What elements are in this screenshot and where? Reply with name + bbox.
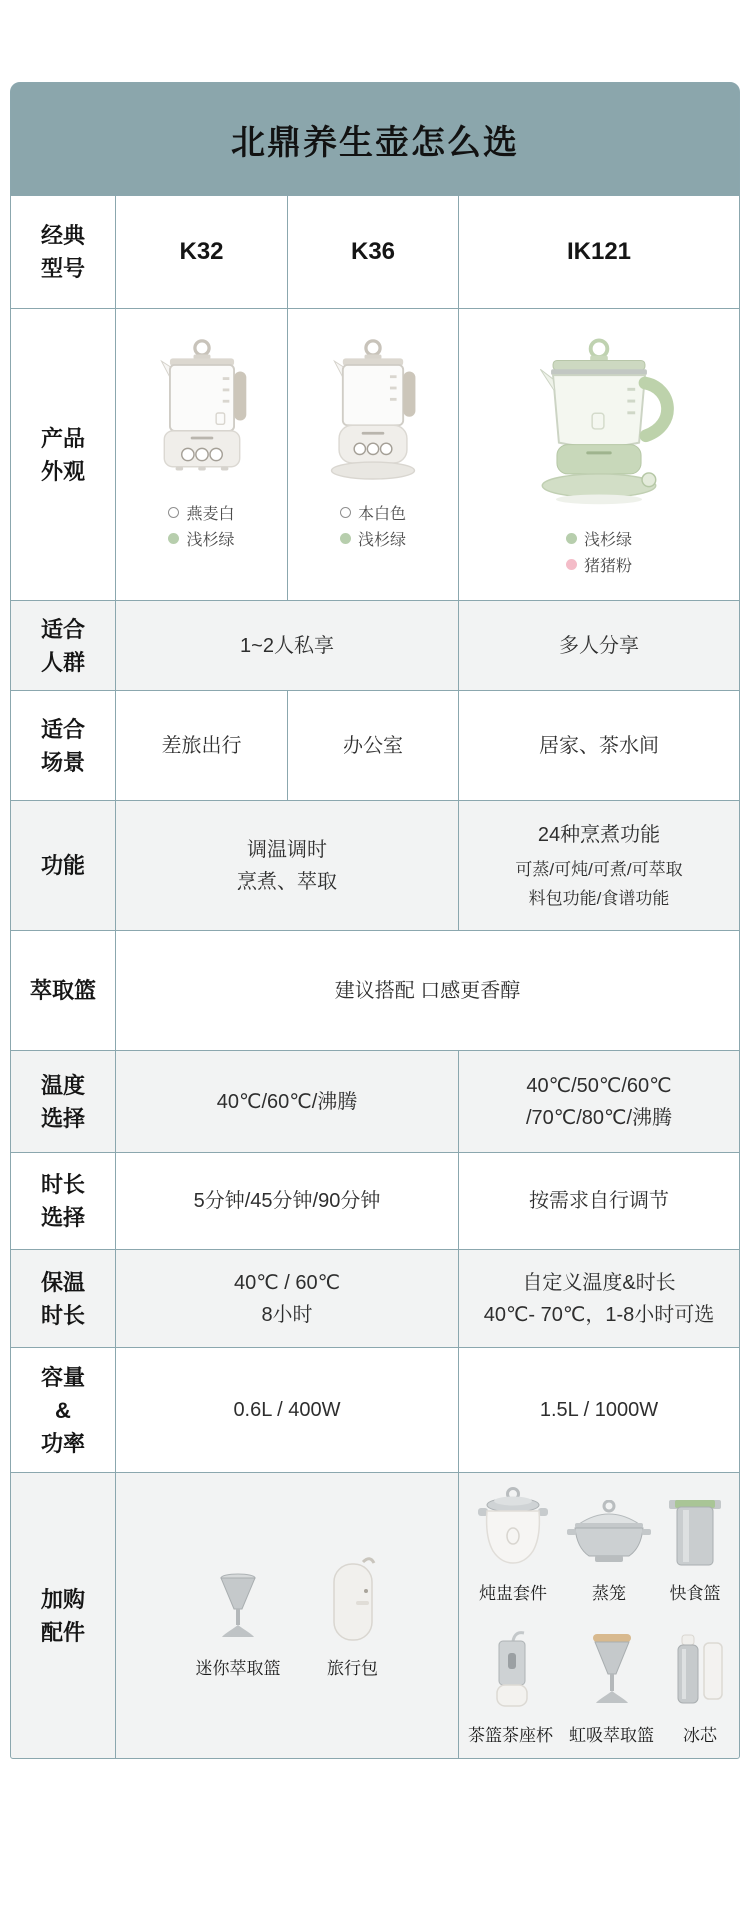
color-name: 猪猪粉 bbox=[583, 558, 632, 575]
appearance-k32 bbox=[116, 309, 287, 600]
stew-pot-set-image bbox=[475, 1486, 551, 1570]
row-label-temperature: 温度 选择 bbox=[11, 1051, 115, 1152]
audience-k32-k36: 1~2人私享 bbox=[116, 601, 458, 690]
accessory-caption: 快食篮 bbox=[669, 1583, 721, 1603]
keep-warm-ik121: 自定义温度&时长 40℃- 70℃，1-8小时可选 bbox=[459, 1250, 739, 1347]
features-k32-k36: 调温调时 烹煮、萃取 bbox=[116, 801, 458, 930]
accessory-item bbox=[196, 1569, 281, 1679]
accessory-item bbox=[670, 1632, 730, 1746]
accessory-caption: 冰芯 bbox=[683, 1725, 717, 1745]
keep-warm-k32-k36: 40℃ / 60℃ 8小时 bbox=[116, 1250, 458, 1347]
row-label-capacity: 容量 & 功率 bbox=[11, 1348, 115, 1472]
accessory-caption: 炖盅套件 bbox=[479, 1583, 547, 1603]
row-label-scene: 适合 场景 bbox=[11, 691, 115, 800]
basket-all-models: 建议搭配 口感更香醇 bbox=[116, 931, 739, 1050]
kettle-ik121-image bbox=[496, 337, 702, 515]
accessory-item bbox=[569, 1632, 654, 1746]
color-option bbox=[566, 553, 632, 576]
row-label-basket: 萃取篮 bbox=[11, 931, 115, 1050]
color-swatch bbox=[340, 533, 351, 544]
color-options-k36 bbox=[340, 501, 406, 550]
accessory-item bbox=[667, 1494, 723, 1604]
row-label-features: 功能 bbox=[11, 801, 115, 930]
appearance-k36 bbox=[288, 309, 458, 600]
color-name: 浅杉绿 bbox=[583, 532, 632, 549]
accessory-caption: 茶篮茶座杯 bbox=[468, 1725, 553, 1745]
accessory-caption: 蒸笼 bbox=[592, 1583, 626, 1603]
accessory-caption: 迷你萃取篮 bbox=[195, 1658, 281, 1678]
temperature-k32-k36: 40℃/60℃/沸腾 bbox=[116, 1051, 458, 1152]
mini-extraction-basket-image bbox=[211, 1569, 265, 1645]
tea-basket-cup-image bbox=[487, 1628, 535, 1712]
color-swatch bbox=[566, 559, 577, 570]
accessories-k32-k36 bbox=[116, 1473, 458, 1758]
travel-bag-image bbox=[327, 1553, 379, 1645]
scene-ik121: 居家、茶水间 bbox=[459, 691, 739, 800]
features-ik121: 24种烹煮功能 可蒸/可炖/可煮/可萃取 料包功能/食谱功能 bbox=[459, 801, 739, 930]
page-title: 北鼎养生壶怎么选 bbox=[11, 83, 739, 195]
color-name: 浅杉绿 bbox=[357, 532, 406, 549]
color-option bbox=[566, 527, 632, 550]
model-name-ik121: IK121 bbox=[459, 196, 739, 308]
row-label-duration: 时长 选择 bbox=[11, 1153, 115, 1249]
comparison-table bbox=[10, 82, 740, 1759]
row-label-model: 经典 型号 bbox=[11, 196, 115, 308]
row-label-accessories: 加购 配件 bbox=[11, 1473, 115, 1758]
quick-food-basket-image bbox=[667, 1494, 723, 1570]
siphon-extraction-basket-image bbox=[584, 1632, 640, 1712]
accessory-item bbox=[327, 1553, 379, 1679]
scene-k32: 差旅出行 bbox=[116, 691, 287, 800]
color-name: 浅杉绿 bbox=[186, 532, 235, 549]
accessory-item bbox=[468, 1628, 553, 1746]
accessory-item bbox=[567, 1500, 651, 1604]
color-option bbox=[340, 501, 406, 524]
row-label-appearance: 产品 外观 bbox=[11, 309, 115, 600]
kettle-k36-image bbox=[307, 337, 439, 489]
capacity-ik121: 1.5L / 1000W bbox=[459, 1348, 739, 1472]
color-option bbox=[168, 501, 234, 524]
row-label-audience: 适合 人群 bbox=[11, 601, 115, 690]
appearance-ik121 bbox=[459, 309, 739, 600]
row-label-keep-warm: 保温 时长 bbox=[11, 1250, 115, 1347]
color-name: 本白色 bbox=[357, 506, 406, 523]
color-swatch bbox=[566, 533, 577, 544]
color-name: 燕麦白 bbox=[186, 506, 235, 523]
accessory-item bbox=[475, 1486, 551, 1604]
accessory-caption: 虹吸萃取篮 bbox=[569, 1725, 654, 1745]
color-option bbox=[340, 527, 406, 550]
color-swatch bbox=[340, 507, 351, 518]
model-name-k36: K36 bbox=[288, 196, 458, 308]
duration-k32-k36: 5分钟/45分钟/90分钟 bbox=[116, 1153, 458, 1249]
color-swatch bbox=[168, 507, 179, 518]
model-name-k32: K32 bbox=[116, 196, 287, 308]
color-swatch bbox=[168, 533, 179, 544]
accessory-caption: 旅行包 bbox=[327, 1658, 378, 1678]
color-option bbox=[168, 527, 234, 550]
duration-ik121: 按需求自行调节 bbox=[459, 1153, 739, 1249]
color-options-k32 bbox=[168, 501, 234, 550]
temperature-ik121: 40℃/50℃/60℃ /70℃/80℃/沸腾 bbox=[459, 1051, 739, 1152]
color-options-ik121 bbox=[566, 527, 632, 576]
scene-k36: 办公室 bbox=[288, 691, 458, 800]
steamer-image bbox=[567, 1500, 651, 1570]
ice-core-image bbox=[670, 1632, 730, 1712]
capacity-k32-k36: 0.6L / 400W bbox=[116, 1348, 458, 1472]
kettle-k32-image bbox=[136, 337, 268, 489]
audience-ik121: 多人分享 bbox=[459, 601, 739, 690]
accessories-ik121 bbox=[459, 1473, 739, 1758]
